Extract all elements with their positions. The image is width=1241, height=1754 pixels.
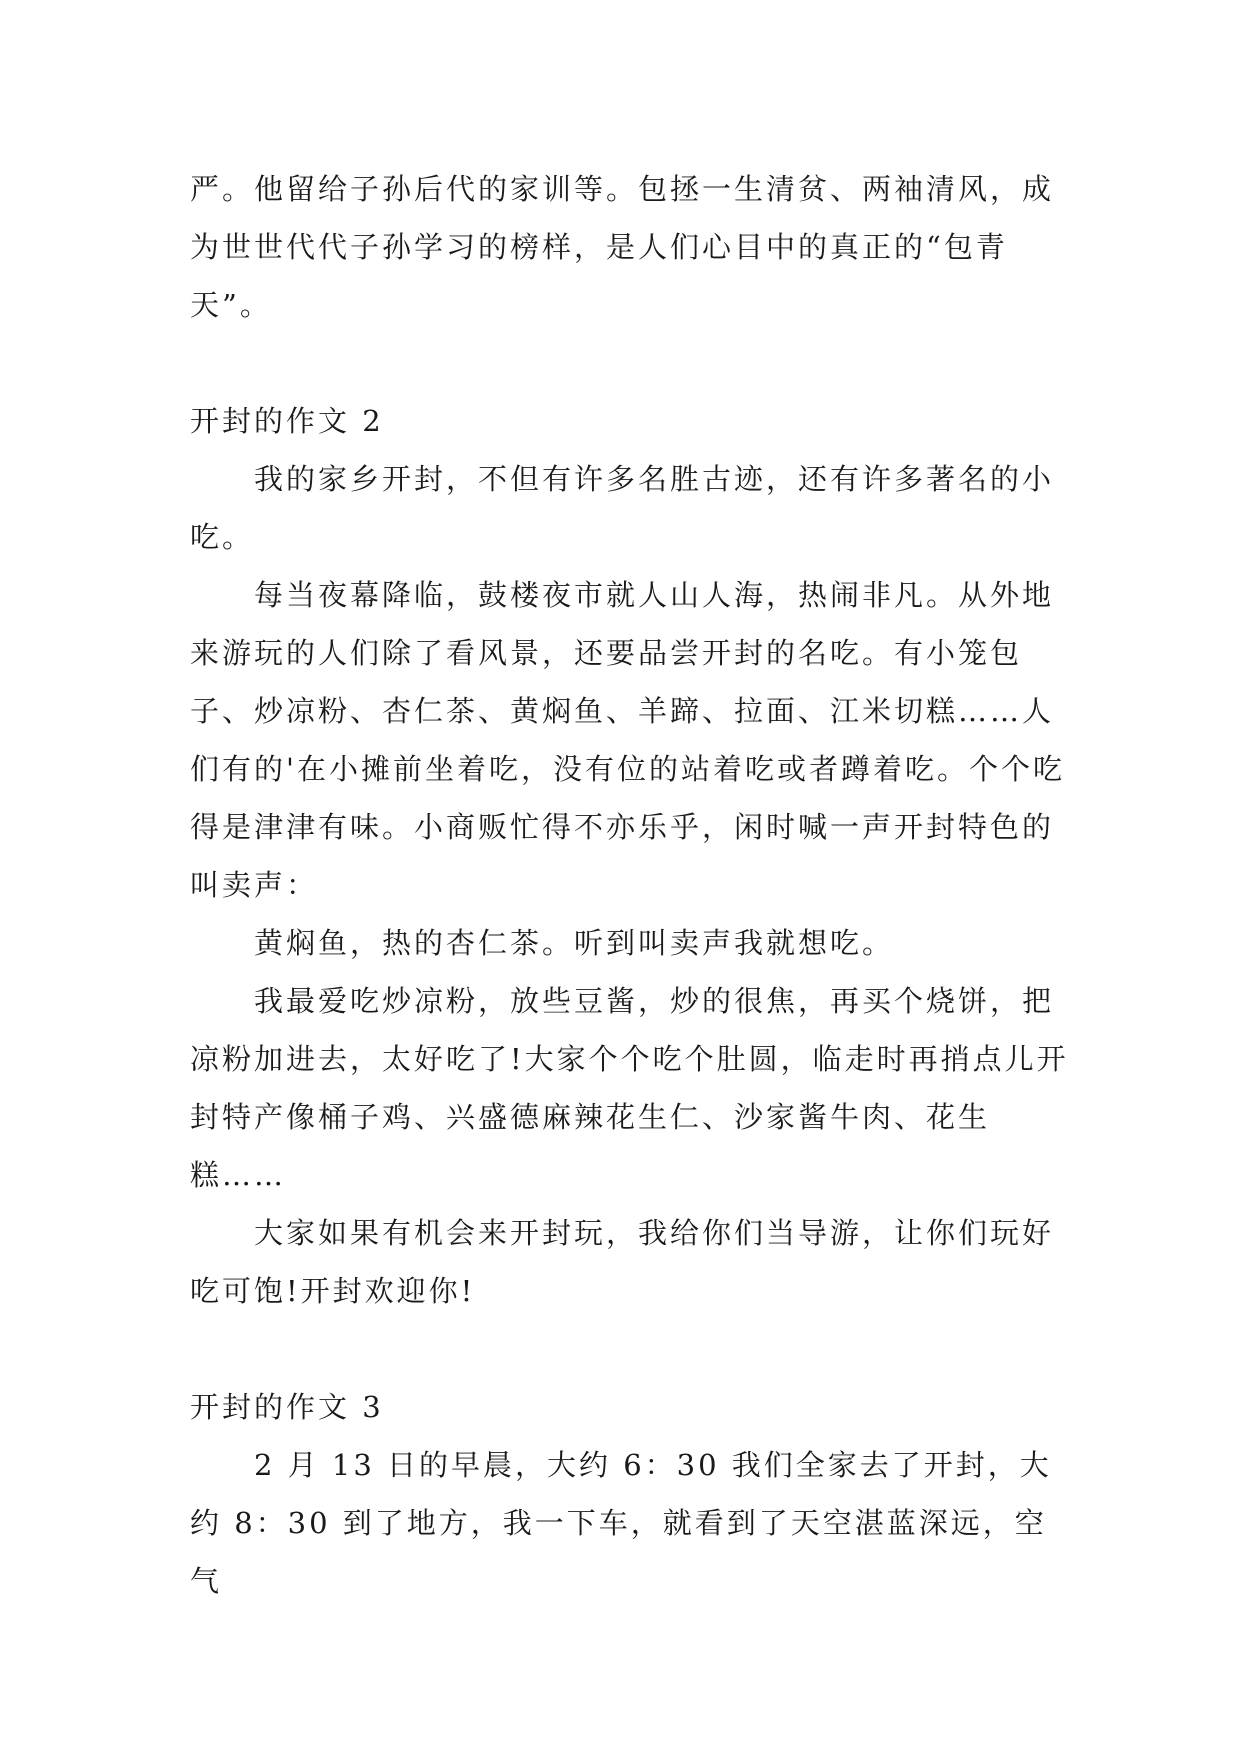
essay2-paragraph-4: 我最爱吃炒凉粉，放些豆酱，炒的很焦，再买个烧饼，把凉粉加进去，太好吃了!大家个个吃个肚圆，临走时再捎点儿开封特产像桶子鸡、兴盛德麻辣花生仁、沙家酱牛肉、花生糕…… xyxy=(190,984,1069,1192)
essay3-paragraph-1: 2 月 13 日的早晨，大约 6：30 我们全家去了开封，大约 8：30 到了地方，我一下车，就看到了天空湛蓝深远，空气 xyxy=(190,1448,1052,1598)
intro-paragraph: 严。他留给子孙后代的家训等。包拯一生清贫、两袖清风，成为世世代代子孙学习的榜样，是人们心目中的真正的“包青天”。 xyxy=(190,172,1055,322)
section-gap xyxy=(190,1320,1070,1378)
essay2-title: 开封的作文 2 xyxy=(190,404,384,438)
document-body xyxy=(190,160,1070,1610)
essay2-paragraph-3: 黄焖鱼，热的杏仁茶。听到叫卖声我就想吃。 xyxy=(254,926,895,960)
essay2-paragraph-1: 我的家乡开封，不但有许多名胜古迹，还有许多著名的小吃。 xyxy=(190,462,1055,554)
essay3-title: 开封的作文 3 xyxy=(190,1390,384,1424)
essay2-paragraph-2: 每当夜幕降临，鼓楼夜市就人山人海，热闹非凡。从外地来游玩的人们除了看风景，还要品尝开封的名吃。有小笼包子、炒凉粉、杏仁茶、黄焖鱼、羊蹄、拉面、江米切糕……人们有的'在小摊前坐着吃，没有位的站着吃或者蹲着吃。个个吃得是津津有味。小商贩忙得不亦乐乎，闲时喊一声开封特色的叫卖声： xyxy=(190,578,1065,902)
essay2-paragraph-5: 大家如果有机会来开封玩，我给你们当导游，让你们玩好吃可饱!开封欢迎你! xyxy=(190,1216,1055,1308)
section-gap xyxy=(190,334,1070,392)
